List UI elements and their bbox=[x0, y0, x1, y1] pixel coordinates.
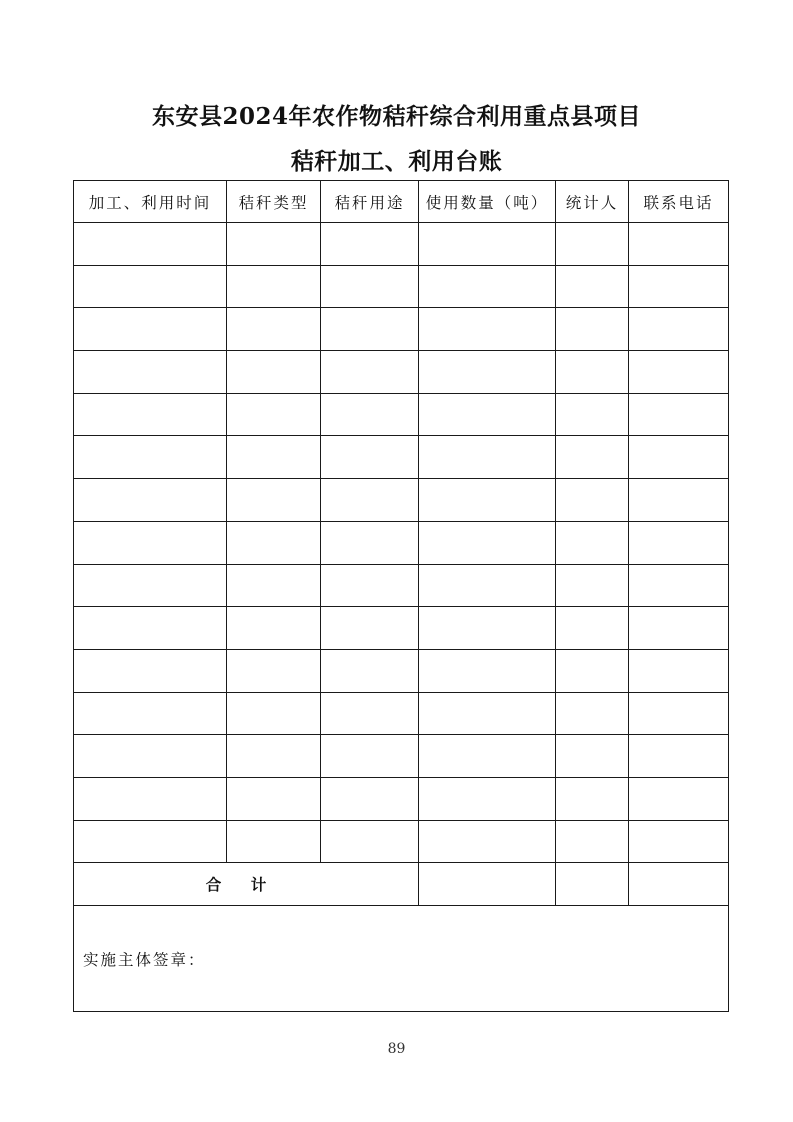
cell-phone[interactable] bbox=[629, 479, 729, 522]
table-body bbox=[74, 223, 729, 1012]
cell-phone[interactable] bbox=[629, 607, 729, 650]
table-row bbox=[74, 777, 729, 820]
cell-recorder[interactable] bbox=[556, 265, 629, 308]
cell-phone[interactable] bbox=[629, 393, 729, 436]
cell-recorder[interactable] bbox=[556, 351, 629, 394]
cell-straw-use[interactable] bbox=[321, 479, 419, 522]
cell-straw-use[interactable] bbox=[321, 649, 419, 692]
cell-quantity[interactable] bbox=[419, 564, 556, 607]
cell-straw-type[interactable] bbox=[227, 521, 321, 564]
table-row bbox=[74, 308, 729, 351]
cell-time[interactable] bbox=[74, 479, 227, 522]
cell-straw-type[interactable] bbox=[227, 607, 321, 650]
cell-quantity[interactable] bbox=[419, 351, 556, 394]
cell-straw-type[interactable] bbox=[227, 265, 321, 308]
total-row bbox=[74, 863, 729, 906]
cell-straw-use[interactable] bbox=[321, 692, 419, 735]
cell-phone[interactable] bbox=[629, 692, 729, 735]
cell-phone[interactable] bbox=[629, 351, 729, 394]
header-quantity: 使用数量（吨） bbox=[419, 181, 556, 223]
cell-time[interactable] bbox=[74, 692, 227, 735]
signature-label: 实施主体签章： bbox=[74, 906, 729, 1012]
cell-quantity[interactable] bbox=[419, 649, 556, 692]
table-row bbox=[74, 649, 729, 692]
cell-quantity[interactable] bbox=[419, 820, 556, 863]
cell-phone[interactable] bbox=[629, 436, 729, 479]
cell-straw-use[interactable] bbox=[321, 436, 419, 479]
cell-phone[interactable] bbox=[629, 265, 729, 308]
cell-phone[interactable] bbox=[629, 308, 729, 351]
header-phone: 联系电话 bbox=[629, 181, 729, 223]
cell-recorder[interactable] bbox=[556, 777, 629, 820]
cell-straw-type[interactable] bbox=[227, 436, 321, 479]
cell-time[interactable] bbox=[74, 436, 227, 479]
cell-recorder[interactable] bbox=[556, 820, 629, 863]
cell-recorder[interactable] bbox=[556, 735, 629, 778]
cell-time[interactable] bbox=[74, 351, 227, 394]
table-row bbox=[74, 564, 729, 607]
cell-straw-type[interactable] bbox=[227, 777, 321, 820]
signature-row bbox=[74, 906, 729, 1012]
cell-recorder[interactable] bbox=[556, 607, 629, 650]
cell-phone[interactable] bbox=[629, 521, 729, 564]
table-row bbox=[74, 820, 729, 863]
page-number: 89 bbox=[387, 1041, 406, 1057]
table-row bbox=[74, 393, 729, 436]
cell-straw-use[interactable] bbox=[321, 607, 419, 650]
cell-phone[interactable] bbox=[629, 820, 729, 863]
cell-quantity[interactable] bbox=[419, 607, 556, 650]
cell-straw-type[interactable] bbox=[227, 735, 321, 778]
cell-straw-use[interactable] bbox=[321, 223, 419, 266]
cell-straw-type[interactable] bbox=[227, 479, 321, 522]
cell-recorder[interactable] bbox=[556, 564, 629, 607]
cell-time[interactable] bbox=[74, 607, 227, 650]
table-row bbox=[74, 479, 729, 522]
table-row bbox=[74, 351, 729, 394]
cell-straw-type[interactable] bbox=[227, 393, 321, 436]
cell-straw-type[interactable] bbox=[227, 308, 321, 351]
cell-straw-use[interactable] bbox=[321, 735, 419, 778]
cell-time[interactable] bbox=[74, 649, 227, 692]
cell-time[interactable] bbox=[74, 223, 227, 266]
cell-time[interactable] bbox=[74, 777, 227, 820]
cell-straw-type[interactable] bbox=[227, 564, 321, 607]
total-label: 合 计 bbox=[74, 863, 419, 906]
cell-straw-type[interactable] bbox=[227, 351, 321, 394]
cell-straw-use[interactable] bbox=[321, 308, 419, 351]
header-time: 加工、利用时间 bbox=[74, 181, 227, 223]
table-row bbox=[74, 223, 729, 266]
cell-recorder[interactable] bbox=[556, 393, 629, 436]
cell-recorder[interactable] bbox=[556, 649, 629, 692]
cell-time[interactable] bbox=[74, 820, 227, 863]
cell-quantity[interactable] bbox=[419, 308, 556, 351]
cell-straw-use[interactable] bbox=[321, 351, 419, 394]
table-header-row bbox=[74, 181, 729, 223]
cell-quantity[interactable] bbox=[419, 223, 556, 266]
cell-phone[interactable] bbox=[629, 564, 729, 607]
table-row bbox=[74, 521, 729, 564]
cell-recorder[interactable] bbox=[556, 521, 629, 564]
cell-straw-use[interactable] bbox=[321, 265, 419, 308]
total-recorder-cell[interactable] bbox=[556, 863, 629, 906]
cell-recorder[interactable] bbox=[556, 479, 629, 522]
cell-time[interactable] bbox=[74, 308, 227, 351]
cell-time[interactable] bbox=[74, 521, 227, 564]
cell-time[interactable] bbox=[74, 393, 227, 436]
table-row bbox=[74, 735, 729, 778]
total-quantity-cell[interactable] bbox=[419, 863, 556, 906]
document-title-line1: 东安县2024年农作物秸秆综合利用重点县项目 bbox=[151, 103, 641, 130]
cell-phone[interactable] bbox=[629, 777, 729, 820]
cell-straw-use[interactable] bbox=[321, 777, 419, 820]
cell-recorder[interactable] bbox=[556, 692, 629, 735]
cell-time[interactable] bbox=[74, 564, 227, 607]
cell-quantity[interactable] bbox=[419, 521, 556, 564]
cell-phone[interactable] bbox=[629, 649, 729, 692]
cell-straw-use[interactable] bbox=[321, 521, 419, 564]
cell-straw-type[interactable] bbox=[227, 692, 321, 735]
cell-time[interactable] bbox=[74, 265, 227, 308]
header-recorder: 统计人 bbox=[556, 181, 629, 223]
cell-quantity[interactable] bbox=[419, 265, 556, 308]
cell-quantity[interactable] bbox=[419, 735, 556, 778]
cell-recorder[interactable] bbox=[556, 436, 629, 479]
cell-recorder[interactable] bbox=[556, 223, 629, 266]
table-row bbox=[74, 692, 729, 735]
cell-straw-use[interactable] bbox=[321, 820, 419, 863]
cell-straw-use[interactable] bbox=[321, 393, 419, 436]
cell-phone[interactable] bbox=[629, 223, 729, 266]
cell-quantity[interactable] bbox=[419, 393, 556, 436]
ledger-table bbox=[73, 180, 729, 1012]
header-straw-use: 秸秆用途 bbox=[321, 181, 419, 223]
document-title-line2: 秸秆加工、利用台账 bbox=[290, 148, 503, 175]
table-row bbox=[74, 265, 729, 308]
cell-quantity[interactable] bbox=[419, 479, 556, 522]
cell-straw-type[interactable] bbox=[227, 820, 321, 863]
cell-straw-type[interactable] bbox=[227, 649, 321, 692]
total-phone-cell[interactable] bbox=[629, 863, 729, 906]
cell-time[interactable] bbox=[74, 735, 227, 778]
cell-quantity[interactable] bbox=[419, 777, 556, 820]
cell-recorder[interactable] bbox=[556, 308, 629, 351]
cell-quantity[interactable] bbox=[419, 436, 556, 479]
cell-straw-type[interactable] bbox=[227, 223, 321, 266]
cell-phone[interactable] bbox=[629, 735, 729, 778]
cell-quantity[interactable] bbox=[419, 692, 556, 735]
table-row bbox=[74, 436, 729, 479]
header-straw-type: 秸秆类型 bbox=[227, 181, 321, 223]
table-row bbox=[74, 607, 729, 650]
cell-straw-use[interactable] bbox=[321, 564, 419, 607]
